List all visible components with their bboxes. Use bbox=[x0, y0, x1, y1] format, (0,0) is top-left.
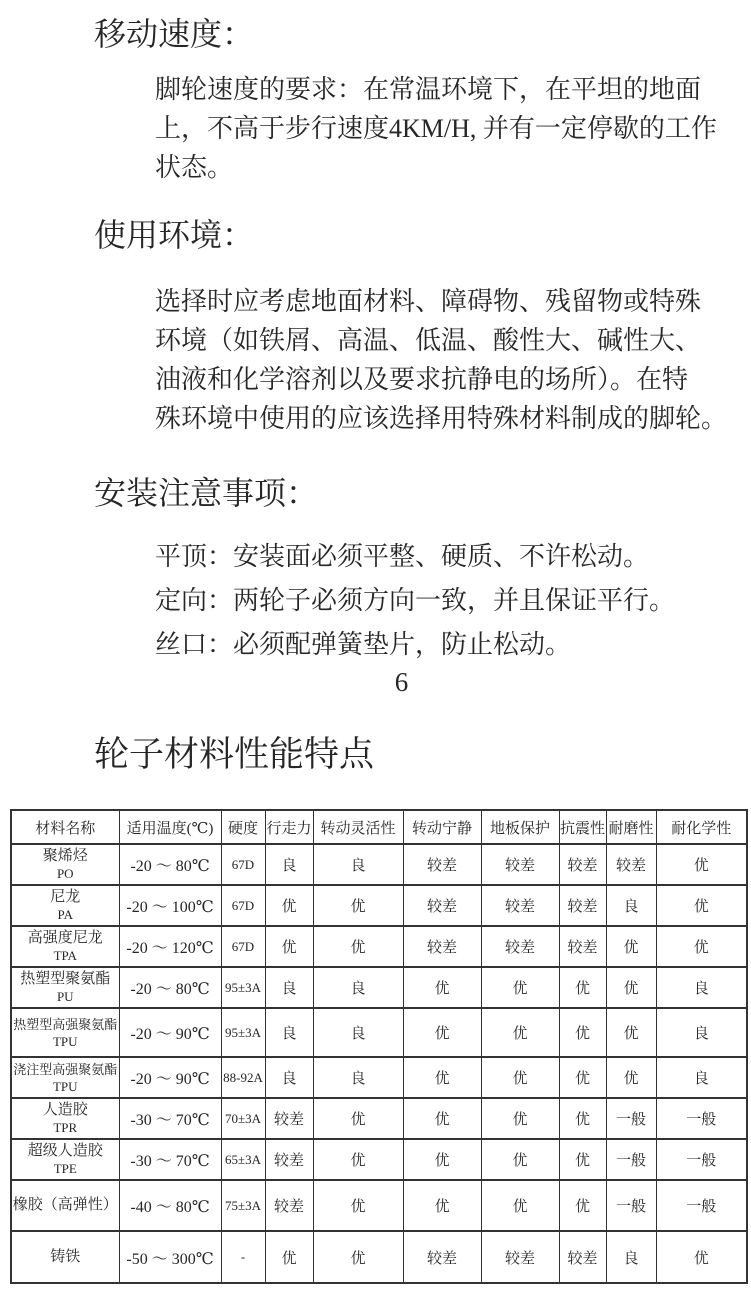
material-name: 超级人造胶 bbox=[27, 1143, 103, 1159]
column-header: 转动宁静 bbox=[403, 810, 481, 844]
material-name-cell bbox=[11, 967, 119, 1008]
material-name: 热塑型聚氨酯 bbox=[20, 971, 111, 987]
rating-cell: 优 bbox=[606, 1008, 656, 1057]
table-row bbox=[11, 926, 747, 967]
rating-cell: 优 bbox=[606, 926, 656, 967]
rating-cell: 优 bbox=[265, 926, 313, 967]
rating-cell: 较差 bbox=[481, 1231, 559, 1283]
rating-cell: 优 bbox=[313, 1139, 403, 1180]
rating-cell: 较差 bbox=[559, 885, 606, 926]
material-name: 高强度尼龙 bbox=[27, 930, 103, 946]
rating-cell: 优 bbox=[313, 1098, 403, 1139]
rating-cell: 优 bbox=[559, 1008, 606, 1057]
hardness-cell: 95±3A bbox=[221, 967, 265, 1008]
material-name: 橡胶（高弹性） bbox=[12, 1197, 118, 1213]
rating-cell: 良 bbox=[265, 1057, 313, 1098]
rating-cell: 优 bbox=[481, 1098, 559, 1139]
rating-cell: 优 bbox=[481, 967, 559, 1008]
rating-cell: 良 bbox=[656, 967, 747, 1008]
material-name-cell bbox=[11, 1008, 119, 1057]
rating-cell: 良 bbox=[265, 967, 313, 1008]
material-name: 热塑型高强聚氨酯 bbox=[13, 1017, 118, 1032]
rating-cell: 优 bbox=[559, 1139, 606, 1180]
rating-cell: 良 bbox=[265, 1008, 313, 1057]
page-number: 6 bbox=[394, 667, 409, 697]
table-row bbox=[11, 844, 747, 885]
material-code: PU bbox=[56, 989, 74, 1004]
material-code: TPE bbox=[53, 1161, 77, 1176]
temperature-cell: -20 ～ 80℃ bbox=[119, 844, 221, 885]
rating-cell: 良 bbox=[656, 1057, 747, 1098]
rating-cell: 优 bbox=[606, 967, 656, 1008]
column-header: 适用温度(℃) bbox=[119, 810, 221, 844]
column-header: 抗震性 bbox=[559, 810, 606, 844]
rating-cell: 较差 bbox=[403, 926, 481, 967]
rating-cell: 优 bbox=[481, 1008, 559, 1057]
rating-cell: 优 bbox=[265, 1231, 313, 1283]
hardness-cell: - bbox=[221, 1231, 265, 1283]
temperature-cell: -20 ～ 90℃ bbox=[119, 1008, 221, 1057]
material-name: 聚烯烃 bbox=[42, 848, 88, 864]
table-row bbox=[11, 1231, 747, 1283]
material-code: PO bbox=[56, 866, 74, 881]
rating-cell: 良 bbox=[313, 844, 403, 885]
temperature-cell: -30 ～ 70℃ bbox=[119, 1139, 221, 1180]
table-row bbox=[11, 1098, 747, 1139]
table-row bbox=[11, 1180, 747, 1231]
material-code: TPU bbox=[52, 1079, 78, 1094]
temperature-cell: -40 ～ 80℃ bbox=[119, 1180, 221, 1231]
rating-cell: 优 bbox=[403, 1008, 481, 1057]
material-name-cell bbox=[11, 1139, 119, 1180]
column-header: 转动灵活性 bbox=[313, 810, 403, 844]
rating-cell: 优 bbox=[481, 1180, 559, 1231]
hardness-cell: 70±3A bbox=[221, 1098, 265, 1139]
rating-cell: 优 bbox=[656, 844, 747, 885]
list-item: 丝口：必须配弹簧垫片，防止松动。 bbox=[155, 630, 572, 659]
rating-cell: 优 bbox=[656, 1231, 747, 1283]
text-line: 殊环境中使用的应该选择用特殊材料制成的脚轮。 bbox=[155, 404, 728, 433]
hardness-cell: 67D bbox=[221, 844, 265, 885]
installation-notes-list bbox=[0, 535, 751, 667]
column-header: 材料名称 bbox=[11, 810, 119, 844]
material-name-cell bbox=[11, 926, 119, 967]
rating-cell: 一般 bbox=[606, 1139, 656, 1180]
rating-cell: 优 bbox=[403, 967, 481, 1008]
table-row bbox=[11, 885, 747, 926]
rating-cell: 一般 bbox=[656, 1139, 747, 1180]
temperature-cell: -20 ～ 90℃ bbox=[119, 1057, 221, 1098]
rating-cell: 优 bbox=[481, 1139, 559, 1180]
rating-cell: 一般 bbox=[606, 1180, 656, 1231]
rating-cell: 优 bbox=[313, 1180, 403, 1231]
hardness-cell: 65±3A bbox=[221, 1139, 265, 1180]
rating-cell: 较差 bbox=[606, 844, 656, 885]
paragraph-moving-speed bbox=[0, 70, 751, 187]
rating-cell: 较差 bbox=[559, 1231, 606, 1283]
material-name-cell bbox=[11, 1098, 119, 1139]
rating-cell: 优 bbox=[403, 1098, 481, 1139]
text-line: 状态。 bbox=[155, 153, 234, 182]
rating-cell: 一般 bbox=[656, 1098, 747, 1139]
rating-cell: 较差 bbox=[481, 926, 559, 967]
material-properties-table bbox=[10, 809, 748, 1284]
table-row bbox=[11, 1008, 747, 1057]
rating-cell: 优 bbox=[265, 885, 313, 926]
rating-cell: 良 bbox=[313, 967, 403, 1008]
rating-cell: 较差 bbox=[559, 844, 606, 885]
hardness-cell: 88-92A bbox=[221, 1057, 265, 1098]
table-section-heading: 轮子材料性能特点 bbox=[94, 735, 375, 774]
rating-cell: 较差 bbox=[559, 926, 606, 967]
material-name: 铸铁 bbox=[50, 1248, 81, 1265]
temperature-cell: -30 ～ 70℃ bbox=[119, 1098, 221, 1139]
hardness-cell: 95±3A bbox=[221, 1008, 265, 1057]
material-code: TPR bbox=[53, 1120, 78, 1135]
table-row bbox=[11, 967, 747, 1008]
rating-cell: 优 bbox=[481, 1057, 559, 1098]
paragraph-usage-environment bbox=[0, 282, 751, 438]
rating-cell: 优 bbox=[559, 1098, 606, 1139]
material-code: PA bbox=[57, 907, 73, 922]
rating-cell: 优 bbox=[559, 1057, 606, 1098]
hardness-cell: 67D bbox=[221, 885, 265, 926]
section-heading-moving-speed: 移动速度： bbox=[94, 16, 255, 52]
rating-cell: 良 bbox=[313, 1008, 403, 1057]
table-row bbox=[11, 1139, 747, 1180]
hardness-cell: 75±3A bbox=[221, 1180, 265, 1231]
rating-cell: 良 bbox=[606, 1231, 656, 1283]
material-name-cell bbox=[11, 885, 119, 926]
rating-cell: 优 bbox=[559, 1180, 606, 1231]
temperature-cell: -50 ～ 300℃ bbox=[119, 1231, 221, 1283]
material-name: 浇注型高强聚氨酯 bbox=[13, 1062, 118, 1077]
column-header: 地板保护 bbox=[481, 810, 559, 844]
material-name-cell bbox=[11, 1231, 119, 1283]
material-name: 人造胶 bbox=[42, 1102, 88, 1118]
column-header: 行走力 bbox=[265, 810, 313, 844]
rating-cell: 一般 bbox=[606, 1098, 656, 1139]
rating-cell: 优 bbox=[656, 926, 747, 967]
rating-cell: 优 bbox=[559, 967, 606, 1008]
temperature-cell: -20 ～ 80℃ bbox=[119, 967, 221, 1008]
rating-cell: 优 bbox=[313, 1231, 403, 1283]
column-header: 耐磨性 bbox=[606, 810, 656, 844]
rating-cell: 优 bbox=[313, 885, 403, 926]
rating-cell: 良 bbox=[313, 1057, 403, 1098]
text-line: 脚轮速度的要求：在常温环境下，在平坦的地面 bbox=[155, 75, 702, 104]
rating-cell: 较差 bbox=[403, 1231, 481, 1283]
list-item: 平顶：安装面必须平整、硬质、不许松动。 bbox=[155, 542, 650, 571]
section-heading-usage-environment: 使用环境： bbox=[94, 217, 255, 253]
rating-cell: 良 bbox=[606, 885, 656, 926]
section-heading-installation-notes: 安装注意事项： bbox=[94, 475, 319, 511]
table-row bbox=[11, 1057, 747, 1098]
hardness-cell: 67D bbox=[221, 926, 265, 967]
text-line: 环境（如铁屑、高温、低温、酸性大、碱性大、 bbox=[155, 326, 702, 355]
rating-cell: 较差 bbox=[481, 844, 559, 885]
rating-cell: 优 bbox=[313, 926, 403, 967]
table-header-row bbox=[11, 810, 747, 844]
rating-cell: 较差 bbox=[403, 844, 481, 885]
text-line: 选择时应考虑地面材料、障碍物、残留物或特殊 bbox=[155, 287, 702, 316]
rating-cell: 优 bbox=[606, 1057, 656, 1098]
rating-cell: 较差 bbox=[265, 1180, 313, 1231]
rating-cell: 优 bbox=[403, 1180, 481, 1231]
rating-cell: 较差 bbox=[481, 885, 559, 926]
rating-cell: 一般 bbox=[656, 1180, 747, 1231]
material-name-cell bbox=[11, 844, 119, 885]
rating-cell: 良 bbox=[265, 844, 313, 885]
material-name: 尼龙 bbox=[50, 889, 81, 905]
temperature-cell: -20 ～ 100℃ bbox=[119, 885, 221, 926]
material-name-cell bbox=[11, 1057, 119, 1098]
text-line: 油液和化学溶剂以及要求抗静电的场所）。在特 bbox=[155, 365, 689, 394]
material-name-cell bbox=[11, 1180, 119, 1231]
column-header: 耐化学性 bbox=[656, 810, 747, 844]
text-line: 上，不高于步行速度4KM/H, 并有一定停歇的工作 bbox=[155, 114, 717, 143]
material-code: TPA bbox=[53, 948, 77, 963]
material-code: TPU bbox=[52, 1034, 78, 1049]
rating-cell: 良 bbox=[656, 1008, 747, 1057]
rating-cell: 较差 bbox=[403, 885, 481, 926]
temperature-cell: -20 ～ 120℃ bbox=[119, 926, 221, 967]
list-item: 定向：两轮子必须方向一致，并且保证平行。 bbox=[155, 586, 676, 615]
rating-cell: 较差 bbox=[265, 1139, 313, 1180]
rating-cell: 较差 bbox=[265, 1098, 313, 1139]
rating-cell: 优 bbox=[403, 1057, 481, 1098]
column-header: 硬度 bbox=[221, 810, 265, 844]
rating-cell: 优 bbox=[656, 885, 747, 926]
rating-cell: 优 bbox=[403, 1139, 481, 1180]
